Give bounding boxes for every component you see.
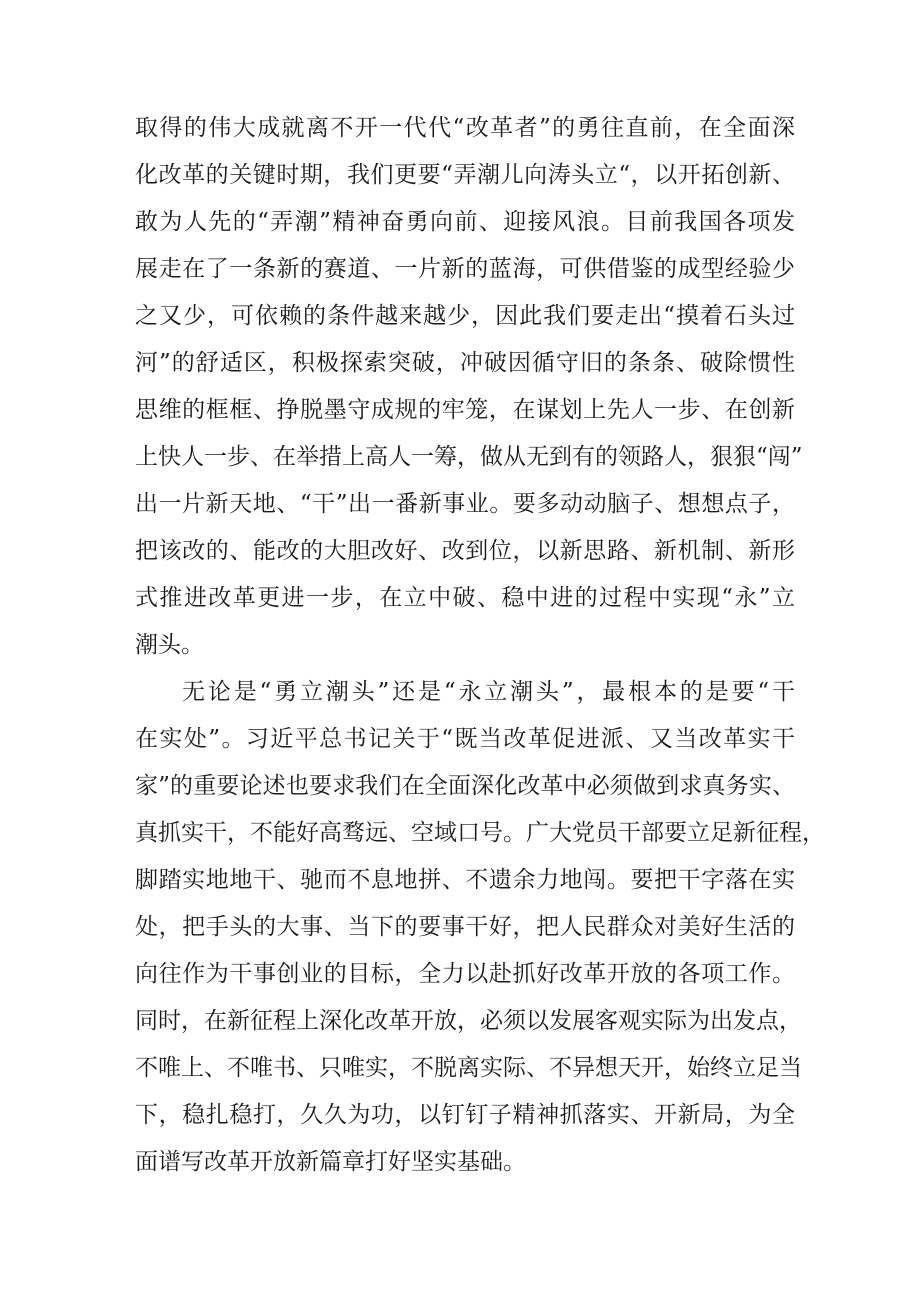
paragraph-2-line-3: 家”的重要论述也要求我们在全面深化改革中必须做到求真务实、: [135, 773, 795, 799]
paragraph-1-line-4: 展走在了一条新的赛道、一片新的蓝海，可供借鉴的成型经验少: [135, 256, 795, 282]
paragraph-2-line-11: 面谱写改革开放新篇章打好坚实基础。: [135, 1149, 526, 1175]
paragraph-1-line-11: 式推进改革更进一步，在立中破、稳中进的过程中实现“永”立: [135, 585, 795, 611]
paragraph-1-line-12: 潮头。: [135, 632, 204, 658]
paragraph-2-line-2: 在实处”。习近平总书记关于“既当改革促进派、又当改革实干: [135, 726, 795, 752]
paragraph-1-line-7: 思维的框框、挣脱墨守成规的牢笼，在谋划上先人一步、在创新: [135, 397, 795, 423]
paragraph-1-line-2: 化改革的关键时期，我们更要“弄潮儿向涛头立“，以开拓创新、: [135, 162, 795, 188]
paragraph-1-line-9: 出一片新天地、“干”出一番新事业。要多动动脑子、想想点子，: [135, 491, 795, 517]
paragraph-1-line-5: 之又少，可依赖的条件越来越少，因此我们要走出“摸着石头过: [135, 303, 795, 329]
paragraph-1-line-3: 敢为人先的“弄潮”精神奋勇向前、迎接风浪。目前我国各项发: [135, 209, 795, 235]
paragraph-2-line-8: 同时，在新征程上深化改革开放，必须以发展客观实际为出发点，: [135, 1008, 802, 1034]
paragraph-2-line-10: 下，稳扎稳打，久久为功，以钉钉子精神抓落实、开新局，为全: [135, 1102, 795, 1128]
paragraph-2-line-9: 不唯上、不唯书、只唯实，不脱离实际、不异想天开，始终立足当: [135, 1055, 802, 1081]
paragraph-1-line-10: 把该改的、能改的大胆改好、改到位，以新思路、新机制、新形: [135, 538, 795, 564]
paragraph-1-line-8: 上快人一步、在举措上高人一筹，做从无到有的领路人，狠狠“闯”: [135, 444, 803, 470]
paragraph-1-line-6: 河”的舒适区，积极探索突破，冲破因循守旧的条条、破除惯性: [135, 350, 795, 376]
paragraph-1-line-1: 取得的伟大成就离不开一代代“改革者”的勇往直前，在全面深: [135, 115, 795, 141]
paragraph-2-line-6: 处，把手头的大事、当下的要事干好，把人民群众对美好生活的: [135, 914, 795, 940]
paragraph-2-line-5: 脚踏实地地干、驰而不息地拼、不遗余力地闯。要把干字落在实: [135, 867, 795, 893]
paragraph-2-line-7: 向往作为干事创业的目标，全力以赴抓好改革开放的各项工作。: [135, 961, 795, 987]
paragraph-2-line-1: 无论是“勇立潮头”还是“永立潮头”，最根本的是要“干: [182, 679, 795, 705]
paragraph-2-line-4: 真抓实干，不能好高骛远、空域口号。广大党员干部要立足新征程，: [135, 820, 825, 846]
